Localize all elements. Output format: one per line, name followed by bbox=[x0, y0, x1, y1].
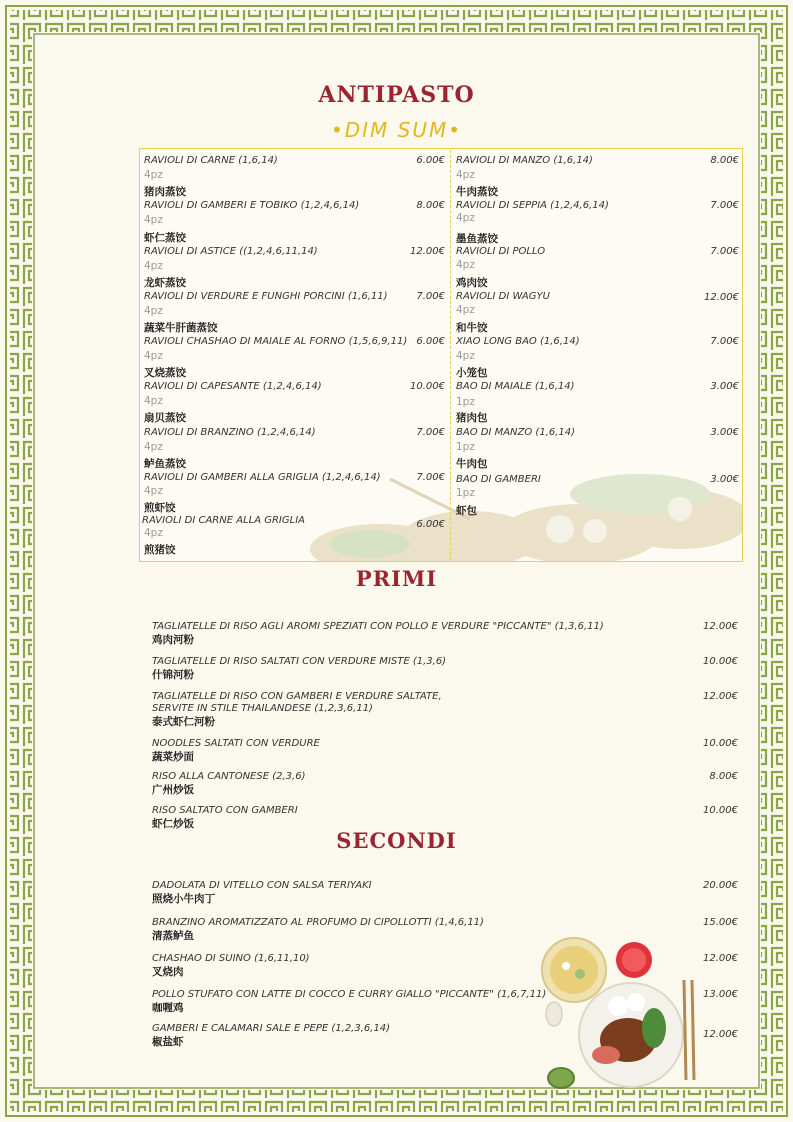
dish-chinese: 叉烧肉 bbox=[152, 966, 184, 978]
menu-item bbox=[152, 917, 742, 943]
dish-name: POLLO STUFATO CON LATTE DI COCCO E CURRY GIALLO "PICCANTE" (1,6,7,11) bbox=[152, 989, 547, 1000]
dish-name: NOODLES SALTATI CON VERDURE bbox=[152, 738, 320, 749]
dish-price: 15.00€ bbox=[703, 917, 738, 928]
dish-qty: 4pz bbox=[144, 395, 163, 407]
dim-sum-subtitle: •DIM SUM• bbox=[330, 118, 463, 142]
dish-price: 13.00€ bbox=[703, 989, 738, 1000]
dish-name: GAMBERI E CALAMARI SALE E PEPE (1,2,3,6,14) bbox=[152, 1023, 391, 1034]
dish-chinese: 蔬菜牛肝菌蒸饺 bbox=[144, 322, 218, 334]
dish-qty: 1pz bbox=[456, 396, 475, 408]
dish-price: 12.00€ bbox=[703, 953, 738, 964]
dish-price: 7.00€ bbox=[416, 427, 445, 438]
secondi-title: SECONDI bbox=[336, 828, 457, 853]
dish-price: 12.00€ bbox=[703, 691, 738, 702]
dish-price: 7.00€ bbox=[710, 336, 739, 347]
dish-price: 10.00€ bbox=[410, 381, 445, 392]
dish-price: 3.00€ bbox=[710, 427, 739, 438]
dish-name: RAVIOLI DI SEPPIA (1,2,4,6,14) bbox=[456, 200, 609, 211]
dish-qty: 4pz bbox=[456, 259, 475, 271]
dish-name: BAO DI GAMBERI bbox=[456, 474, 541, 485]
dish-price: 12.00€ bbox=[704, 292, 739, 303]
dish-price: 8.00€ bbox=[416, 200, 445, 211]
dish-price: 12.00€ bbox=[703, 1029, 738, 1040]
dish-price: 10.00€ bbox=[703, 738, 738, 749]
dish-chinese: 虾仁蒸饺 bbox=[144, 232, 186, 244]
dish-price: 7.00€ bbox=[710, 246, 739, 257]
dish-chinese: 蔬菜炒面 bbox=[152, 751, 194, 763]
dish-chinese: 咖喱鸡 bbox=[152, 1002, 184, 1014]
dish-chinese: 叉烧蒸饺 bbox=[144, 367, 186, 379]
dish-qty: 1pz bbox=[456, 487, 475, 499]
menu-item bbox=[152, 989, 742, 1015]
dish-chinese: 泰式虾仁河粉 bbox=[152, 716, 215, 728]
dish-qty: 4pz bbox=[144, 441, 163, 453]
dish-qty: 4pz bbox=[144, 527, 163, 539]
dish-name: XIAO LONG BAO (1,6,14) bbox=[456, 336, 580, 347]
dish-chinese: 猪肉包 bbox=[456, 412, 488, 424]
dish-price: 3.00€ bbox=[710, 381, 739, 392]
dish-price: 6.00€ bbox=[416, 336, 445, 347]
dish-name: RAVIOLI DI BRANZINO (1,2,4,6,14) bbox=[144, 427, 316, 438]
dish-price: 20.00€ bbox=[703, 880, 738, 891]
dish-name: BAO DI MANZO (1,6,14) bbox=[456, 427, 576, 438]
dish-price: 6.00€ bbox=[416, 519, 445, 530]
dish-chinese: 猪肉蒸饺 bbox=[144, 186, 186, 198]
dish-name: RISO SALTATO CON GAMBERI bbox=[152, 805, 298, 816]
dish-price: 6.00€ bbox=[416, 155, 445, 166]
dish-name: RAVIOLI DI VERDURE E FUNGHI PORCINI (1,6,11) bbox=[144, 291, 388, 302]
dish-chinese: 煎虾饺 bbox=[144, 502, 176, 514]
menu-item bbox=[152, 1023, 742, 1049]
dish-qty: 4pz bbox=[144, 350, 163, 362]
dish-name: RAVIOLI DI WAGYU bbox=[456, 291, 550, 302]
primi-title: PRIMI bbox=[355, 566, 438, 591]
dish-chinese: 牛肉包 bbox=[456, 458, 488, 470]
dish-chinese: 鸡肉饺 bbox=[456, 277, 488, 289]
dish-qty: 4pz bbox=[144, 305, 163, 317]
dish-chinese: 照烧小牛肉丁 bbox=[152, 893, 215, 905]
dish-chinese: 什锦河粉 bbox=[152, 669, 194, 681]
dish-qty: 4pz bbox=[144, 485, 163, 497]
menu-item bbox=[152, 691, 742, 729]
dish-chinese: 虾包 bbox=[456, 505, 477, 517]
dish-qty: 4pz bbox=[144, 169, 163, 181]
dish-chinese: 扇贝蒸饺 bbox=[144, 412, 186, 424]
dish-name: TAGLIATELLE DI RISO AGLI AROMI SPEZIATI CON POLLO E VERDURE "PICCANTE" (1,3,6,11) bbox=[152, 621, 604, 632]
dish-chinese: 牛肉蒸饺 bbox=[456, 186, 498, 198]
dish-name: BAO DI MAIALE (1,6,14) bbox=[456, 381, 575, 392]
antipasto-title: ANTIPASTO bbox=[318, 82, 475, 108]
dish-chinese: 椒盐虾 bbox=[152, 1036, 184, 1048]
dish-name: BRANZINO AROMATIZZATO AL PROFUMO DI CIPOLLOTTI (1,4,6,11) bbox=[152, 917, 484, 928]
dish-name: DADOLATA DI VITELLO CON SALSA TERIYAKI bbox=[152, 880, 372, 891]
menu-item bbox=[152, 953, 742, 979]
dish-qty: 4pz bbox=[456, 169, 475, 181]
dish-price: 10.00€ bbox=[703, 805, 738, 816]
dish-chinese: 龙虾蒸饺 bbox=[144, 277, 186, 289]
menu-item bbox=[152, 771, 742, 797]
dish-chinese: 广州炒饭 bbox=[152, 784, 194, 796]
dish-chinese: 墨鱼蒸饺 bbox=[456, 233, 498, 245]
dish-name: RAVIOLI DI MANZO (1,6,14) bbox=[456, 155, 593, 166]
dish-price: 12.00€ bbox=[410, 246, 445, 257]
dish-chinese: 煎猪饺 bbox=[144, 544, 176, 556]
menu-item bbox=[152, 656, 742, 682]
dish-chinese: 鸡肉河粉 bbox=[152, 634, 194, 646]
dish-chinese: 鲈鱼蒸饺 bbox=[144, 458, 186, 470]
dish-name: RAVIOLI DI CARNE ALLA GRIGLIA bbox=[142, 515, 305, 526]
dish-chinese: 小笼包 bbox=[456, 367, 488, 379]
dish-chinese: 清蒸鲈鱼 bbox=[152, 930, 194, 942]
dish-name: RAVIOLI DI GAMBERI ALLA GRIGLIA (1,2,4,6,14) bbox=[144, 472, 381, 483]
menu-item bbox=[152, 621, 742, 647]
dish-name: RAVIOLI DI POLLO bbox=[456, 246, 546, 257]
dish-price: 12.00€ bbox=[703, 621, 738, 632]
menu-item bbox=[152, 738, 742, 764]
dish-name: CHASHAO DI SUINO (1,6,11,10) bbox=[152, 953, 310, 964]
dish-name: RAVIOLI CHASHAO DI MAIALE AL FORNO (1,5,6,9,11) bbox=[144, 336, 408, 347]
dish-price: 7.00€ bbox=[416, 472, 445, 483]
dish-qty: 1pz bbox=[456, 441, 475, 453]
dish-name: TAGLIATELLE DI RISO CON GAMBERI E VERDURE SALTATE, SERVITE IN STILE THAILANDESE (1,2,3,6,11) bbox=[152, 691, 442, 714]
dim-sum-divider bbox=[450, 150, 451, 560]
dish-qty: 4pz bbox=[144, 260, 163, 272]
dish-price: 3.00€ bbox=[710, 474, 739, 485]
dish-name: TAGLIATELLE DI RISO SALTATI CON VERDURE MISTE (1,3,6) bbox=[152, 656, 447, 667]
dish-name: RAVIOLI DI CARNE (1,6,14) bbox=[144, 155, 278, 166]
dish-qty: 4pz bbox=[456, 350, 475, 362]
dish-chinese: 虾仁炒饭 bbox=[152, 818, 194, 830]
dish-name: RISO ALLA CANTONESE (2,3,6) bbox=[152, 771, 306, 782]
dish-price: 7.00€ bbox=[416, 291, 445, 302]
dish-chinese: 和牛饺 bbox=[456, 322, 488, 334]
dish-price: 7.00€ bbox=[710, 200, 739, 211]
dish-name: RAVIOLI DI ASTICE ((1,2,4,6,11,14) bbox=[144, 246, 318, 257]
dish-price: 10.00€ bbox=[703, 656, 738, 667]
dish-qty: 4pz bbox=[456, 304, 475, 316]
dish-price: 8.00€ bbox=[709, 771, 738, 782]
menu-item bbox=[152, 880, 742, 906]
dish-price: 8.00€ bbox=[710, 155, 739, 166]
dish-qty: 4pz bbox=[144, 214, 163, 226]
dish-qty: 4pz bbox=[456, 212, 475, 224]
dish-name: RAVIOLI DI CAPESANTE (1,2,4,6,14) bbox=[144, 381, 322, 392]
dish-name: RAVIOLI DI GAMBERI E TOBIKO (1,2,4,6,14) bbox=[144, 200, 360, 211]
